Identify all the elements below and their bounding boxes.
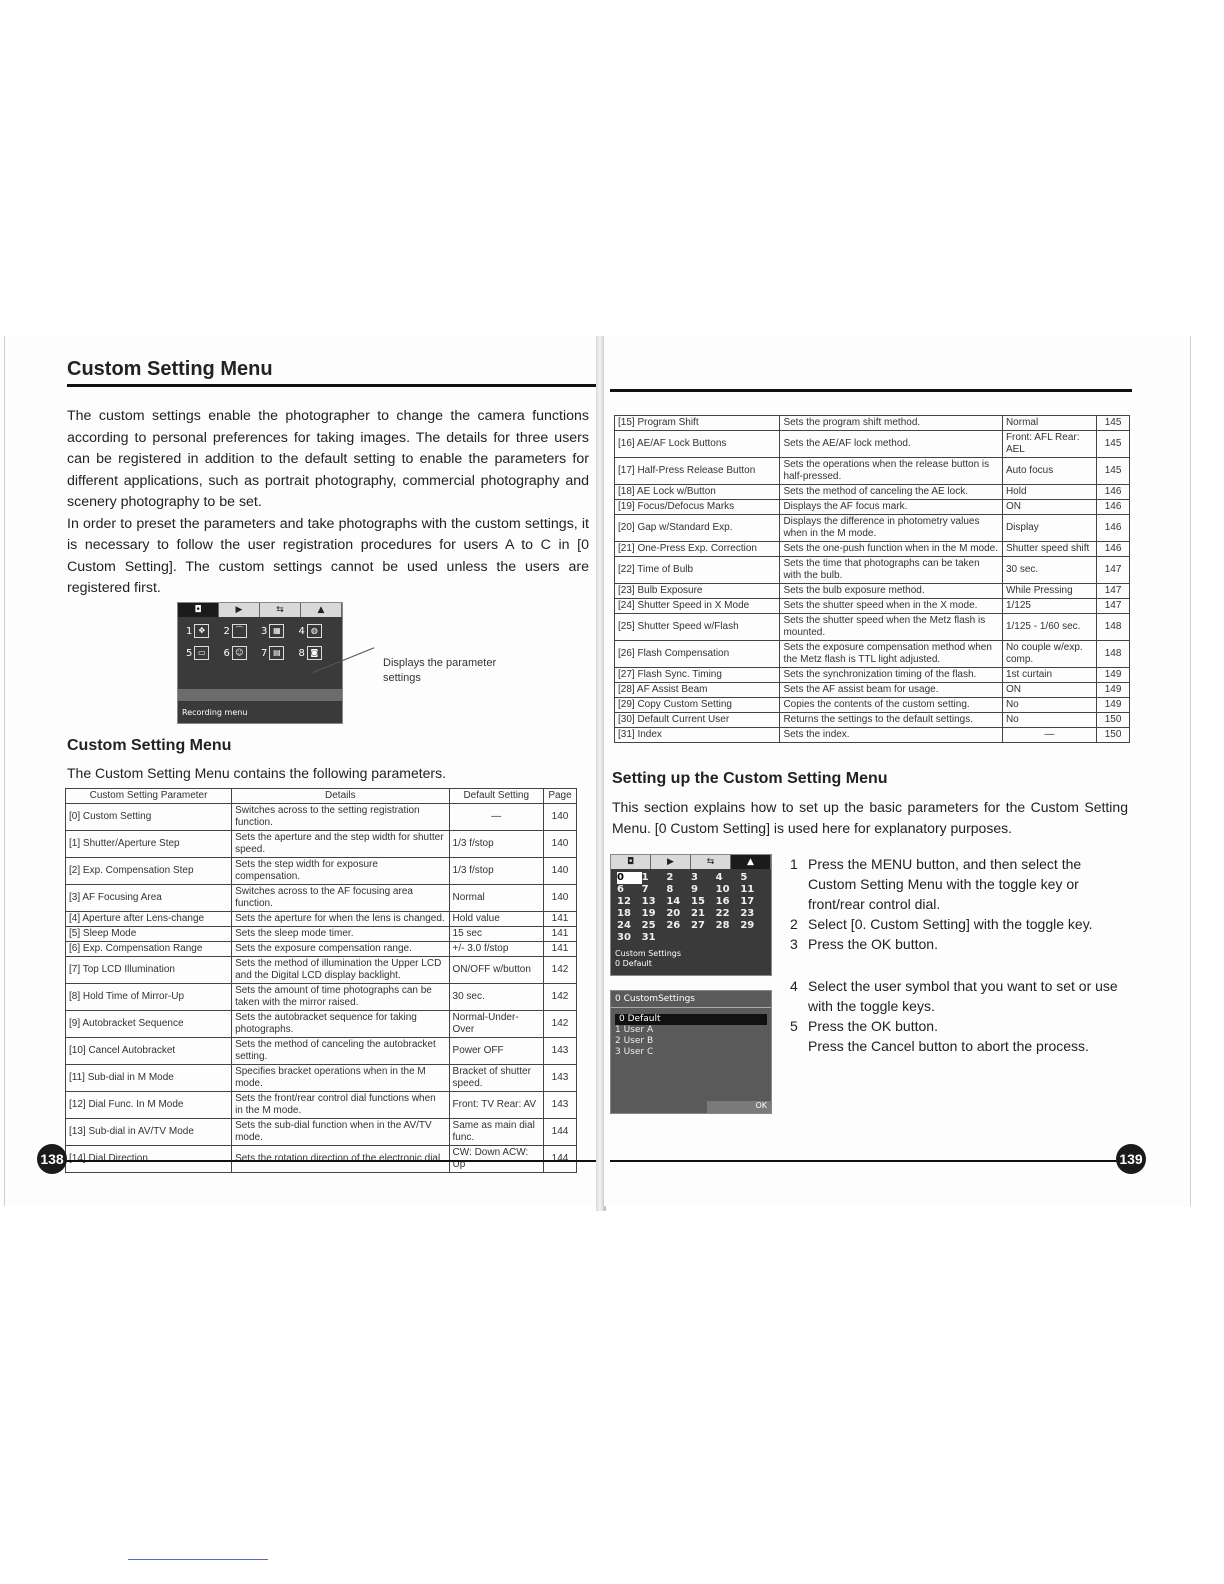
step-number: 3 bbox=[790, 936, 798, 952]
default-cell: Front: AFL Rear: AEL bbox=[1002, 431, 1096, 458]
custom-setting-number: 4 bbox=[715, 872, 723, 883]
cancel-note-text: Press the Cancel button to abort the process. bbox=[808, 1038, 1089, 1054]
table-row bbox=[66, 927, 577, 942]
page-cell: 150 bbox=[1097, 728, 1130, 743]
page-cell: 146 bbox=[1097, 485, 1130, 500]
details-cell: Switches across to the AF focusing area function. bbox=[232, 885, 449, 912]
screen-tabs bbox=[611, 855, 771, 869]
default-cell: Display bbox=[1002, 515, 1096, 542]
parameter-cell: [12] Dial Func. In M Mode bbox=[66, 1092, 232, 1119]
custom-setting-number: 28 bbox=[715, 920, 730, 931]
default-cell: Normal-Under-Over bbox=[449, 1011, 543, 1038]
details-cell: Sets the rotation direction of the electronic dial. bbox=[232, 1146, 449, 1173]
details-cell: Switches across to the setting registration function. bbox=[232, 804, 449, 831]
table-row bbox=[615, 683, 1130, 698]
default-cell: No bbox=[1002, 698, 1096, 713]
details-cell: Specifies bracket operations when in the M mode. bbox=[232, 1065, 449, 1092]
page-number-badge: 139 bbox=[1116, 1144, 1146, 1174]
page-cell: 140 bbox=[544, 831, 577, 858]
table-row bbox=[66, 1038, 577, 1065]
page-cell: 145 bbox=[1097, 416, 1130, 431]
menu-item-8 bbox=[299, 643, 335, 663]
table-row bbox=[66, 831, 577, 858]
parameter-cell: [29] Copy Custom Setting bbox=[615, 698, 780, 713]
intro-paragraph-2: In order to preset the parameters and take photographs with the custom settings, it is necessary to follow the user registration procedures for users A to C in [0 Custom Setting]. The custom settings cannot be used unless the users are registered first. bbox=[67, 515, 589, 596]
details-cell: Sets the step width for exposure compensation. bbox=[232, 858, 449, 885]
page-cell: 142 bbox=[544, 984, 577, 1011]
menu-item-number: 5 bbox=[186, 647, 193, 659]
table-row bbox=[615, 431, 1130, 458]
page-cell: 149 bbox=[1097, 683, 1130, 698]
details-cell: Sets the front/rear control dial functions when in the M mode. bbox=[232, 1092, 449, 1119]
footer-rule bbox=[45, 1160, 597, 1162]
details-cell: Sets the method of canceling the AE lock. bbox=[780, 485, 1003, 500]
details-cell: Sets the exposure compensation range. bbox=[232, 942, 449, 957]
details-cell: Sets the autobracket sequence for taking photographs. bbox=[232, 1011, 449, 1038]
page-cell: 141 bbox=[544, 942, 577, 957]
table-row bbox=[615, 713, 1130, 728]
page-cell: 147 bbox=[1097, 599, 1130, 614]
screen-highlight-bar bbox=[178, 689, 342, 701]
table-row bbox=[615, 542, 1130, 557]
page-cell: 144 bbox=[544, 1119, 577, 1146]
page-cell: 146 bbox=[1097, 515, 1130, 542]
details-cell: Copies the contents of the custom setting. bbox=[780, 698, 1003, 713]
step-text: Press the OK button. bbox=[808, 936, 938, 952]
portrait-icon: ☺ bbox=[232, 646, 247, 660]
table-row bbox=[66, 885, 577, 912]
table-row bbox=[66, 1092, 577, 1119]
default-cell: No bbox=[1002, 713, 1096, 728]
menu-item-2 bbox=[224, 621, 260, 641]
custom-setting-number: 23 bbox=[740, 908, 755, 919]
default-cell: While Pressing bbox=[1002, 584, 1096, 599]
screen-footer-text: Recording menu bbox=[182, 708, 248, 717]
menu-item-5 bbox=[186, 643, 222, 663]
parameter-cell: [31] Index bbox=[615, 728, 780, 743]
step-4 bbox=[790, 976, 1130, 1016]
setup-heading bbox=[612, 770, 888, 788]
table-row bbox=[615, 584, 1130, 599]
user-select-screen bbox=[610, 990, 772, 1114]
menu-item-number: 3 bbox=[261, 625, 268, 637]
details-cell: Sets the amount of time photographs can be taken with the mirror raised. bbox=[232, 984, 449, 1011]
quality-icon: ◙ bbox=[307, 646, 322, 660]
details-cell: Sets the operations when the release button is half-pressed. bbox=[780, 458, 1003, 485]
user-option-b: 2 User B bbox=[615, 1036, 654, 1046]
custom-setting-number: 7 bbox=[641, 884, 649, 895]
step-2 bbox=[790, 914, 1130, 934]
screen-tabs bbox=[178, 603, 342, 617]
parameters-table-right bbox=[614, 415, 1130, 743]
default-cell: 1/125 - 1/60 sec. bbox=[1002, 614, 1096, 641]
details-cell: Sets the aperture for when the lens is changed. bbox=[232, 912, 449, 927]
parameter-cell: [4] Aperture after Lens-change bbox=[66, 912, 232, 927]
default-cell: 30 sec. bbox=[449, 984, 543, 1011]
parameter-cell: [14] Dial Direction bbox=[66, 1146, 232, 1173]
user-option-c: 3 User C bbox=[615, 1047, 654, 1057]
step-number: 2 bbox=[790, 916, 798, 932]
parameter-cell: [24] Shutter Speed in X Mode bbox=[615, 599, 780, 614]
section-heading bbox=[67, 737, 231, 755]
table-row bbox=[66, 1119, 577, 1146]
parameters-table-left-body bbox=[66, 804, 577, 1173]
custom-setting-number: 29 bbox=[740, 920, 755, 931]
custom-setting-number: 17 bbox=[740, 896, 755, 907]
custom-setting-number: 8 bbox=[666, 884, 674, 895]
default-cell: Hold value bbox=[449, 912, 543, 927]
page-cell: 147 bbox=[1097, 557, 1130, 584]
user-option-a: 1 User A bbox=[615, 1025, 654, 1035]
screen-icon-grid bbox=[178, 617, 342, 667]
page-cell: 146 bbox=[1097, 500, 1130, 515]
screen-info bbox=[615, 949, 681, 969]
curve-icon: ⌒ bbox=[232, 624, 247, 638]
custom-setting-number: 15 bbox=[690, 896, 705, 907]
step-number: 5 bbox=[790, 1018, 798, 1034]
custom-setting-number: 1 bbox=[641, 872, 649, 883]
custom-setting-number: 11 bbox=[740, 884, 755, 895]
custom-setting-number: 31 bbox=[641, 932, 656, 943]
ok-label: OK bbox=[707, 1101, 771, 1113]
table-row bbox=[615, 668, 1130, 683]
default-cell: Normal bbox=[449, 885, 543, 912]
details-cell: Displays the AF focus mark. bbox=[780, 500, 1003, 515]
playback-tab-icon: ▶ bbox=[651, 855, 691, 869]
custom-setting-number: 10 bbox=[715, 884, 730, 895]
details-cell: Sets the time that photographs can be taken with the bulb. bbox=[780, 557, 1003, 584]
menu-item-number: 8 bbox=[298, 647, 305, 659]
screen-info-line-1: Custom Settings bbox=[615, 949, 682, 958]
default-cell: 1/3 f/stop bbox=[449, 858, 543, 885]
left-page bbox=[4, 336, 599, 1206]
menu-item-number: 6 bbox=[223, 647, 230, 659]
page-cell: 147 bbox=[1097, 584, 1130, 599]
default-cell: Hold bbox=[1002, 485, 1096, 500]
default-cell: ON bbox=[1002, 683, 1096, 698]
header-page: Page bbox=[544, 789, 577, 804]
parameters-table-right-body bbox=[615, 416, 1130, 743]
custom-setting-number: 0 bbox=[617, 872, 642, 884]
parameter-cell: [1] Shutter/Aperture Step bbox=[66, 831, 232, 858]
parameter-cell: [5] Sleep Mode bbox=[66, 927, 232, 942]
custom-setting-number: 6 bbox=[617, 884, 624, 895]
underline-mark bbox=[128, 1559, 268, 1560]
header-parameter: Custom Setting Parameter bbox=[66, 789, 232, 804]
page-cell: 143 bbox=[544, 1038, 577, 1065]
table-row bbox=[66, 984, 577, 1011]
book-spread bbox=[0, 336, 1224, 1216]
custom-setting-number: 13 bbox=[641, 896, 656, 907]
step-number: 1 bbox=[790, 856, 798, 872]
page-cell: 143 bbox=[544, 1092, 577, 1119]
details-cell: Sets the one-push function when in the M mode. bbox=[780, 542, 1003, 557]
setup-heading-text: Setting up the Custom Setting Menu bbox=[612, 770, 888, 787]
focus-icon: ✥ bbox=[194, 624, 209, 638]
page-cell: 140 bbox=[544, 858, 577, 885]
parameter-cell: [16] AE/AF Lock Buttons bbox=[615, 431, 780, 458]
details-cell: Sets the sub-dial function when in the AV/TV mode. bbox=[232, 1119, 449, 1146]
table-row bbox=[66, 957, 577, 984]
default-cell: Auto focus bbox=[1002, 458, 1096, 485]
page-cell: 140 bbox=[544, 885, 577, 912]
custom-setting-number: 14 bbox=[666, 896, 681, 907]
custom-setting-number: 19 bbox=[641, 908, 656, 919]
table-row bbox=[66, 858, 577, 885]
details-cell: Sets the index. bbox=[780, 728, 1003, 743]
default-cell: Same as main dial func. bbox=[449, 1119, 543, 1146]
parameter-cell: [30] Default Current User bbox=[615, 713, 780, 728]
details-cell: Returns the settings to the default settings. bbox=[780, 713, 1003, 728]
custom-settings-screen bbox=[610, 854, 772, 976]
step-text: Press the MENU button, and then select the Custom Setting Menu with the toggle key or front/rear control dial. bbox=[808, 856, 1082, 912]
setup-tab-icon: ⇆ bbox=[260, 603, 301, 617]
table-row bbox=[615, 557, 1130, 584]
table-row bbox=[66, 942, 577, 957]
page-cell: 140 bbox=[544, 804, 577, 831]
default-cell: Power OFF bbox=[449, 1038, 543, 1065]
step-text: Press the OK button. bbox=[808, 1018, 938, 1034]
page-cell: 145 bbox=[1097, 431, 1130, 458]
table-row bbox=[615, 485, 1130, 500]
default-cell: Normal bbox=[1002, 416, 1096, 431]
table-row bbox=[615, 416, 1130, 431]
default-cell: — bbox=[1002, 728, 1096, 743]
page-title: Custom Setting Menu bbox=[67, 358, 273, 380]
parameter-cell: [9] Autobracket Sequence bbox=[66, 1011, 232, 1038]
footer-rule bbox=[610, 1160, 1126, 1162]
user-option-default: 0 Default bbox=[615, 1014, 767, 1025]
details-cell: Sets the synchronization timing of the flash. bbox=[780, 668, 1003, 683]
menu-item-1 bbox=[186, 621, 222, 641]
intro-text bbox=[67, 406, 589, 600]
default-cell: Shutter speed shift bbox=[1002, 542, 1096, 557]
parameter-cell: [17] Half-Press Release Button bbox=[615, 458, 780, 485]
custom-setting-number-grid bbox=[611, 869, 771, 947]
step-1 bbox=[790, 854, 1130, 914]
menu-item-number: 1 bbox=[186, 625, 193, 637]
parameter-cell: [28] AF Assist Beam bbox=[615, 683, 780, 698]
default-cell: Bracket of shutter speed. bbox=[449, 1065, 543, 1092]
page-cell: 144 bbox=[544, 1146, 577, 1173]
default-cell: 30 sec. bbox=[1002, 557, 1096, 584]
parameter-cell: [0] Custom Setting bbox=[66, 804, 232, 831]
parameter-cell: [3] AF Focusing Area bbox=[66, 885, 232, 912]
details-cell: Sets the exposure compensation method when the Metz flash is TTL light adjusted. bbox=[780, 641, 1003, 668]
parameter-cell: [22] Time of Bulb bbox=[615, 557, 780, 584]
details-cell: Sets the aperture and the step width for shutter speed. bbox=[232, 831, 449, 858]
details-cell: Sets the bulb exposure method. bbox=[780, 584, 1003, 599]
details-cell: Sets the AF assist beam for usage. bbox=[780, 683, 1003, 698]
header-details: Details bbox=[232, 789, 449, 804]
menu-item-number: 2 bbox=[223, 625, 230, 637]
color-icon: ◍ bbox=[307, 624, 322, 638]
parameter-cell: [6] Exp. Compensation Range bbox=[66, 942, 232, 957]
page-cell: 146 bbox=[1097, 542, 1130, 557]
step-text: Select the user symbol that you want to set or use with the toggle keys. bbox=[808, 978, 1118, 1014]
custom-setting-number: 18 bbox=[617, 908, 631, 919]
details-cell: Sets the sleep mode timer. bbox=[232, 927, 449, 942]
parameter-cell: [27] Flash Sync. Timing bbox=[615, 668, 780, 683]
menu-item-4 bbox=[299, 621, 335, 641]
table-row bbox=[615, 728, 1130, 743]
custom-setting-number: 27 bbox=[690, 920, 705, 931]
parameter-cell: [26] Flash Compensation bbox=[615, 641, 780, 668]
custom-setting-number: 9 bbox=[690, 884, 698, 895]
default-cell: — bbox=[449, 804, 543, 831]
setup-tab-icon: ⇆ bbox=[691, 855, 731, 869]
parameter-cell: [13] Sub-dial in AV/TV Mode bbox=[66, 1119, 232, 1146]
menu-item-number: 7 bbox=[261, 647, 268, 659]
table-row bbox=[66, 912, 577, 927]
table-row bbox=[615, 515, 1130, 542]
table-row bbox=[66, 804, 577, 831]
parameter-cell: [23] Bulb Exposure bbox=[615, 584, 780, 599]
details-cell: Sets the shutter speed when in the X mode. bbox=[780, 599, 1003, 614]
custom-setting-number: 22 bbox=[715, 908, 730, 919]
table-header-row bbox=[66, 789, 577, 804]
default-cell: ON/OFF w/button bbox=[449, 957, 543, 984]
menu-item-number: 4 bbox=[298, 625, 305, 637]
menu-item-6 bbox=[224, 643, 260, 663]
page-cell: 149 bbox=[1097, 668, 1130, 683]
parameter-cell: [11] Sub-dial in M Mode bbox=[66, 1065, 232, 1092]
callout-text: Displays the parameter settings bbox=[383, 657, 497, 684]
details-cell: Sets the method of illumination the Upper LCD and the Digital LCD display backlight. bbox=[232, 957, 449, 984]
default-cell: ON bbox=[1002, 500, 1096, 515]
custom-tab-icon: ▲ bbox=[731, 855, 771, 869]
recording-menu-screen bbox=[177, 602, 343, 724]
parameter-cell: [19] Focus/Defocus Marks bbox=[615, 500, 780, 515]
setup-intro: This section explains how to set up the basic parameters for the Custom Setting Menu. [0 Custom Setting] is used here for explanatory purposes. bbox=[612, 799, 1128, 836]
table-row bbox=[66, 1011, 577, 1038]
custom-setting-number: 24 bbox=[617, 920, 631, 931]
step-3 bbox=[790, 934, 1130, 954]
parameter-cell: [15] Program Shift bbox=[615, 416, 780, 431]
details-cell: Displays the difference in photometry values when in the M mode. bbox=[780, 515, 1003, 542]
default-cell: No couple w/exp. comp. bbox=[1002, 641, 1096, 668]
table-row bbox=[615, 641, 1130, 668]
parameter-cell: [25] Shutter Speed w/Flash bbox=[615, 614, 780, 641]
page-number-badge: 138 bbox=[37, 1144, 67, 1174]
custom-setting-number: 20 bbox=[666, 908, 681, 919]
custom-setting-number: 5 bbox=[740, 872, 748, 883]
details-cell: Sets the AE/AF lock method. bbox=[780, 431, 1003, 458]
folder-icon: ▭ bbox=[194, 646, 209, 660]
default-cell: +/- 3.0 f/stop bbox=[449, 942, 543, 957]
custom-setting-number: 3 bbox=[690, 872, 698, 883]
custom-setting-number: 21 bbox=[690, 908, 705, 919]
custom-setting-number: 12 bbox=[617, 896, 631, 907]
default-cell: 1st curtain bbox=[1002, 668, 1096, 683]
page-title-bar bbox=[67, 358, 597, 387]
playback-tab-icon: ▶ bbox=[219, 603, 260, 617]
custom-setting-number: 2 bbox=[666, 872, 674, 883]
step-text: Select [0. Custom Setting] with the toggle key. bbox=[808, 916, 1093, 932]
setup-steps bbox=[790, 854, 1130, 1056]
table-row bbox=[66, 1146, 577, 1173]
section-intro: The Custom Setting Menu contains the following parameters. bbox=[67, 765, 446, 781]
default-cell: Front: TV Rear: AV bbox=[449, 1092, 543, 1119]
page-cell: 141 bbox=[544, 927, 577, 942]
right-page bbox=[604, 336, 1191, 1206]
parameter-cell: [10] Cancel Autobracket bbox=[66, 1038, 232, 1065]
page-cell: 148 bbox=[1097, 614, 1130, 641]
table-row bbox=[615, 500, 1130, 515]
page-cell: 142 bbox=[544, 1011, 577, 1038]
table-row bbox=[615, 698, 1130, 713]
custom-setting-number: 16 bbox=[715, 896, 730, 907]
parameter-cell: [21] One-Press Exp. Correction bbox=[615, 542, 780, 557]
page-cell: 141 bbox=[544, 912, 577, 927]
card-icon: ▤ bbox=[269, 646, 284, 660]
header-rule bbox=[610, 389, 1132, 392]
menu-item-7 bbox=[261, 643, 297, 663]
details-cell: Sets the method of canceling the autobracket setting. bbox=[232, 1038, 449, 1065]
page-cell: 149 bbox=[1097, 698, 1130, 713]
grid-icon: ▦ bbox=[269, 624, 284, 638]
menu-item-3 bbox=[261, 621, 297, 641]
default-cell: 15 sec bbox=[449, 927, 543, 942]
header-default: Default Setting bbox=[449, 789, 543, 804]
camera-tab-icon: ◘ bbox=[178, 603, 219, 617]
table-row bbox=[66, 1065, 577, 1092]
intro-paragraph-1: The custom settings enable the photographer to change the camera functions according to personal preferences for taking images. The details for three users can be registered in addition to the default setting to enable the parameters for different applications, such as portrait photography, commercial photography and scenery photography to be set. bbox=[67, 408, 589, 510]
user-select-title: 0 CustomSettings bbox=[611, 991, 771, 1008]
parameter-cell: [18] AE Lock w/Button bbox=[615, 485, 780, 500]
page-cell: 143 bbox=[544, 1065, 577, 1092]
custom-tab-icon: ▲ bbox=[301, 603, 342, 617]
default-cell: 1/125 bbox=[1002, 599, 1096, 614]
details-cell: Sets the program shift method. bbox=[780, 416, 1003, 431]
custom-setting-number: 26 bbox=[666, 920, 681, 931]
table-row bbox=[615, 458, 1130, 485]
cancel-note bbox=[790, 1036, 1130, 1056]
parameter-cell: [20] Gap w/Standard Exp. bbox=[615, 515, 780, 542]
default-cell: 1/3 f/stop bbox=[449, 831, 543, 858]
camera-tab-icon: ◘ bbox=[611, 855, 651, 869]
parameter-cell: [2] Exp. Compensation Step bbox=[66, 858, 232, 885]
custom-setting-number: 30 bbox=[617, 932, 631, 943]
page-cell: 145 bbox=[1097, 458, 1130, 485]
table-row bbox=[615, 599, 1130, 614]
parameter-cell: [8] Hold Time of Mirror-Up bbox=[66, 984, 232, 1011]
parameters-table-left bbox=[65, 788, 577, 1173]
section-heading-text: Custom Setting Menu bbox=[67, 737, 232, 754]
custom-setting-number: 25 bbox=[641, 920, 656, 931]
page-cell: 150 bbox=[1097, 713, 1130, 728]
step-number: 4 bbox=[790, 978, 798, 994]
page-cell: 148 bbox=[1097, 641, 1130, 668]
screen-info-line-2: 0 Default bbox=[615, 959, 652, 968]
page-cell: 142 bbox=[544, 957, 577, 984]
parameter-cell: [7] Top LCD Illumination bbox=[66, 957, 232, 984]
table-row bbox=[615, 614, 1130, 641]
step-5 bbox=[790, 1016, 1130, 1036]
details-cell: Sets the shutter speed when the Metz flash is mounted. bbox=[780, 614, 1003, 641]
default-cell: CW: Down ACW: Up bbox=[449, 1146, 543, 1173]
